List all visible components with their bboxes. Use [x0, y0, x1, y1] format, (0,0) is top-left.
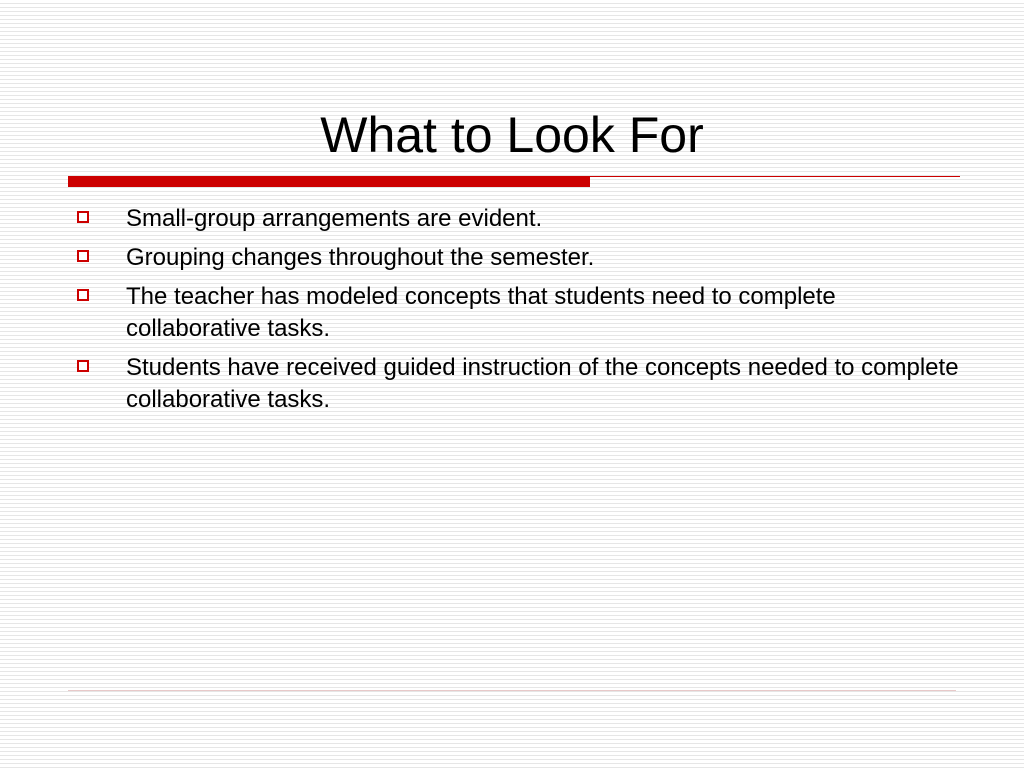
bullet-text: Small-group arrangements are evident. [126, 205, 543, 232]
bullet-text: Students have received guided instruction of the concepts needed to complete collaborative tasks. [126, 354, 959, 413]
bullet-text: The teacher has modeled concepts that students need to complete collaborative tasks. [126, 283, 836, 342]
bullet-text: Grouping changes throughout the semester. [126, 244, 595, 271]
hollow-square-icon [77, 360, 89, 372]
bullet-item [76, 352, 976, 416]
bullet-item [76, 242, 976, 274]
bullet-item [76, 203, 976, 235]
hollow-square-icon [77, 250, 89, 262]
footer-divider [68, 690, 956, 691]
bullet-list [76, 203, 976, 423]
bullet-item [76, 281, 976, 345]
title-underline-thick [68, 176, 590, 187]
hollow-square-icon [77, 211, 89, 223]
slide-title: What to Look For [320, 107, 704, 163]
title-underline-thin [590, 176, 960, 177]
hollow-square-icon [77, 289, 89, 301]
